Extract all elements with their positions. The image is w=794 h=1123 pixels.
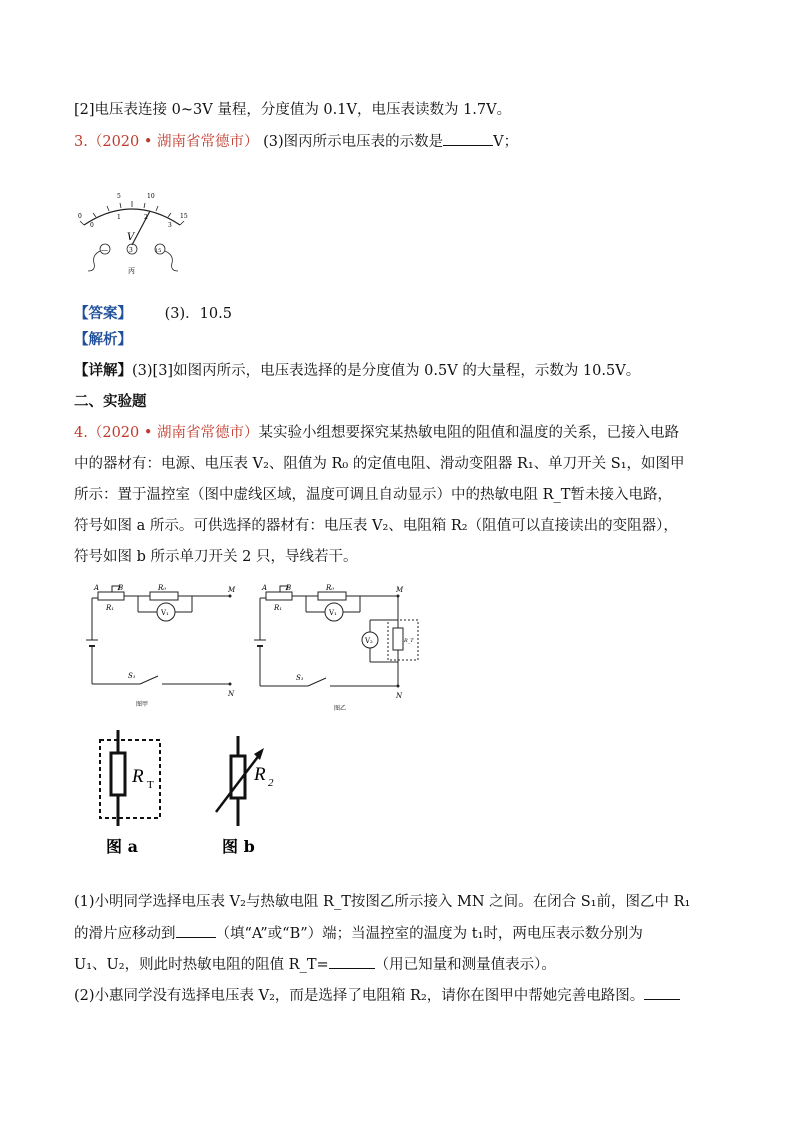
- circuit-diagram-jia: [82, 580, 242, 710]
- figure-b-caption: 图 b: [222, 837, 255, 856]
- q4-text-5: 符号如图 b 所示单刀开关 2 只，导线若干。: [74, 549, 358, 565]
- s1-line2: [74, 923, 643, 944]
- q4-text-4: 符号如图 a 所示。可供选择的器材有：电压表 V₂、电阻箱 R₂（阻值可以直接读出的变阻器），: [74, 518, 678, 534]
- q4-number: 4.（: [74, 425, 103, 441]
- figure-a-thermistor: [92, 728, 172, 858]
- label-S1: S₁: [296, 674, 304, 682]
- s1-text-2a: 的滑片应移动到: [74, 926, 176, 942]
- label-M: M: [228, 586, 236, 594]
- caption-yi: 图乙: [334, 705, 347, 712]
- question-4-line1: [74, 423, 679, 443]
- q4-text-3: 所示：置于温控室（图中虚线区域，温度可调且自动显示）中的热敏电阻 R_T暂未接入电路，: [74, 487, 672, 503]
- q4-text-1: 某实验小组想要探究某热敏电阻的阻值和温度的关系，已接入电路: [258, 425, 680, 441]
- label-N: N: [228, 690, 235, 698]
- s1-line3: [74, 954, 556, 975]
- label-B: B: [118, 584, 124, 592]
- meter-terminal-3: 3: [129, 247, 133, 254]
- label-R1: R₁: [274, 604, 283, 612]
- analysis-label: 【解析】: [74, 331, 132, 348]
- s1-text-2b: （填“A”或“B”）端；当温控室的温度为 t₁时，两电压表示数分别为: [215, 926, 643, 942]
- label-V2: V₂: [365, 637, 373, 645]
- text-p1: [2]电压表连接 0~3V 量程，分度值为 0.1V，电压表读数为 1.7V。: [74, 102, 512, 118]
- label-RT: R_T: [404, 638, 414, 644]
- meter-bottom-tick: 3: [168, 222, 172, 229]
- answer-label: 【答案】: [74, 305, 132, 322]
- meter-caption: 丙: [128, 267, 135, 275]
- meter-symbol: V: [127, 232, 135, 243]
- meter-top-tick: 5: [117, 193, 121, 200]
- q3-close: ）: [244, 134, 259, 150]
- s1-blank-rt: [329, 954, 375, 969]
- meter-top-tick: 10: [147, 193, 155, 200]
- label-R0: R₀: [158, 584, 167, 592]
- figure-a-caption: 图 a: [106, 837, 138, 856]
- label-R0: R₀: [326, 584, 335, 592]
- voltmeter-figure: [70, 185, 195, 277]
- s2-blank: [644, 985, 680, 1000]
- meter-bottom-tick: 0: [90, 222, 94, 229]
- q3-unit: V；: [493, 134, 519, 150]
- s2-text: (2)小惠同学没有选择电压表 V₂，而是选择了电阻箱 R₂，请你在图甲中帮她完善电路图。: [74, 988, 645, 1004]
- question-3: [74, 131, 518, 152]
- s1-blank-end: [176, 923, 216, 938]
- q4-close: ）: [244, 425, 259, 441]
- meter-top-tick: 15: [180, 213, 188, 220]
- figure-a-symbol: R: [132, 766, 144, 787]
- label-S1: S₁: [128, 672, 136, 680]
- label-A: A: [94, 584, 100, 592]
- meter-bottom-tick: 2: [144, 214, 148, 221]
- q4-text-2: 中的器材有：电源、电压表 V₂、阻值为 R₀ 的定值电阻、滑动变阻器 R₁、单刀开关 S₁，如图甲: [74, 456, 685, 472]
- label-V1: V₁: [329, 609, 337, 617]
- q3-blank: [443, 131, 493, 146]
- s1-text-3b: （用已知量和测量值表示）。: [374, 957, 556, 973]
- label-R1: R₁: [106, 604, 115, 612]
- q3-text: (3)图丙所示电压表的示数是: [263, 134, 444, 150]
- figure-b-symbol: R: [254, 764, 266, 785]
- detail-line: [74, 361, 640, 381]
- section-title: 二、实验题: [74, 393, 147, 410]
- s1-line1: (1)小明同学选择电压表 V₂与热敏电阻 R_T按图乙所示接入 MN 之间。在闭合 S₁前，图乙中 R₁: [74, 894, 691, 910]
- figure-a-subscript: T: [147, 779, 154, 791]
- q3-source: 2020 • 湖南省常德市: [102, 134, 245, 150]
- meter-top-tick: 0: [78, 213, 82, 220]
- figure-b-subscript: 2: [268, 777, 274, 789]
- answer-line: [74, 304, 232, 324]
- detail-label: 【详解】: [74, 362, 132, 379]
- label-N: N: [396, 692, 403, 700]
- answer-value: (3)．10.5: [164, 306, 232, 322]
- q3-number: 3.（: [74, 134, 103, 150]
- detail-text: (3)[3]如图丙所示，电压表选择的是分度值为 0.5V 的大量程，示数为 10.5V。: [132, 363, 641, 379]
- meter-bottom-tick: 1: [117, 214, 121, 221]
- label-M: M: [396, 586, 404, 594]
- caption-jia: 图甲: [136, 701, 149, 708]
- s1-text-3a: U₁、U₂，则此时热敏电阻的阻值 R_T=: [74, 957, 329, 973]
- meter-terminal-15: 15: [155, 248, 162, 254]
- label-B: B: [286, 584, 292, 592]
- meter-terminal-neg: —: [101, 246, 108, 254]
- label-V1: V₁: [161, 609, 169, 617]
- figure-b-resistance-box: [208, 728, 288, 858]
- circuit-diagram-yi: [250, 580, 430, 715]
- q4-source: 2020 • 湖南省常德市: [102, 425, 245, 441]
- s2-line: [74, 985, 680, 1006]
- label-A: A: [262, 584, 268, 592]
